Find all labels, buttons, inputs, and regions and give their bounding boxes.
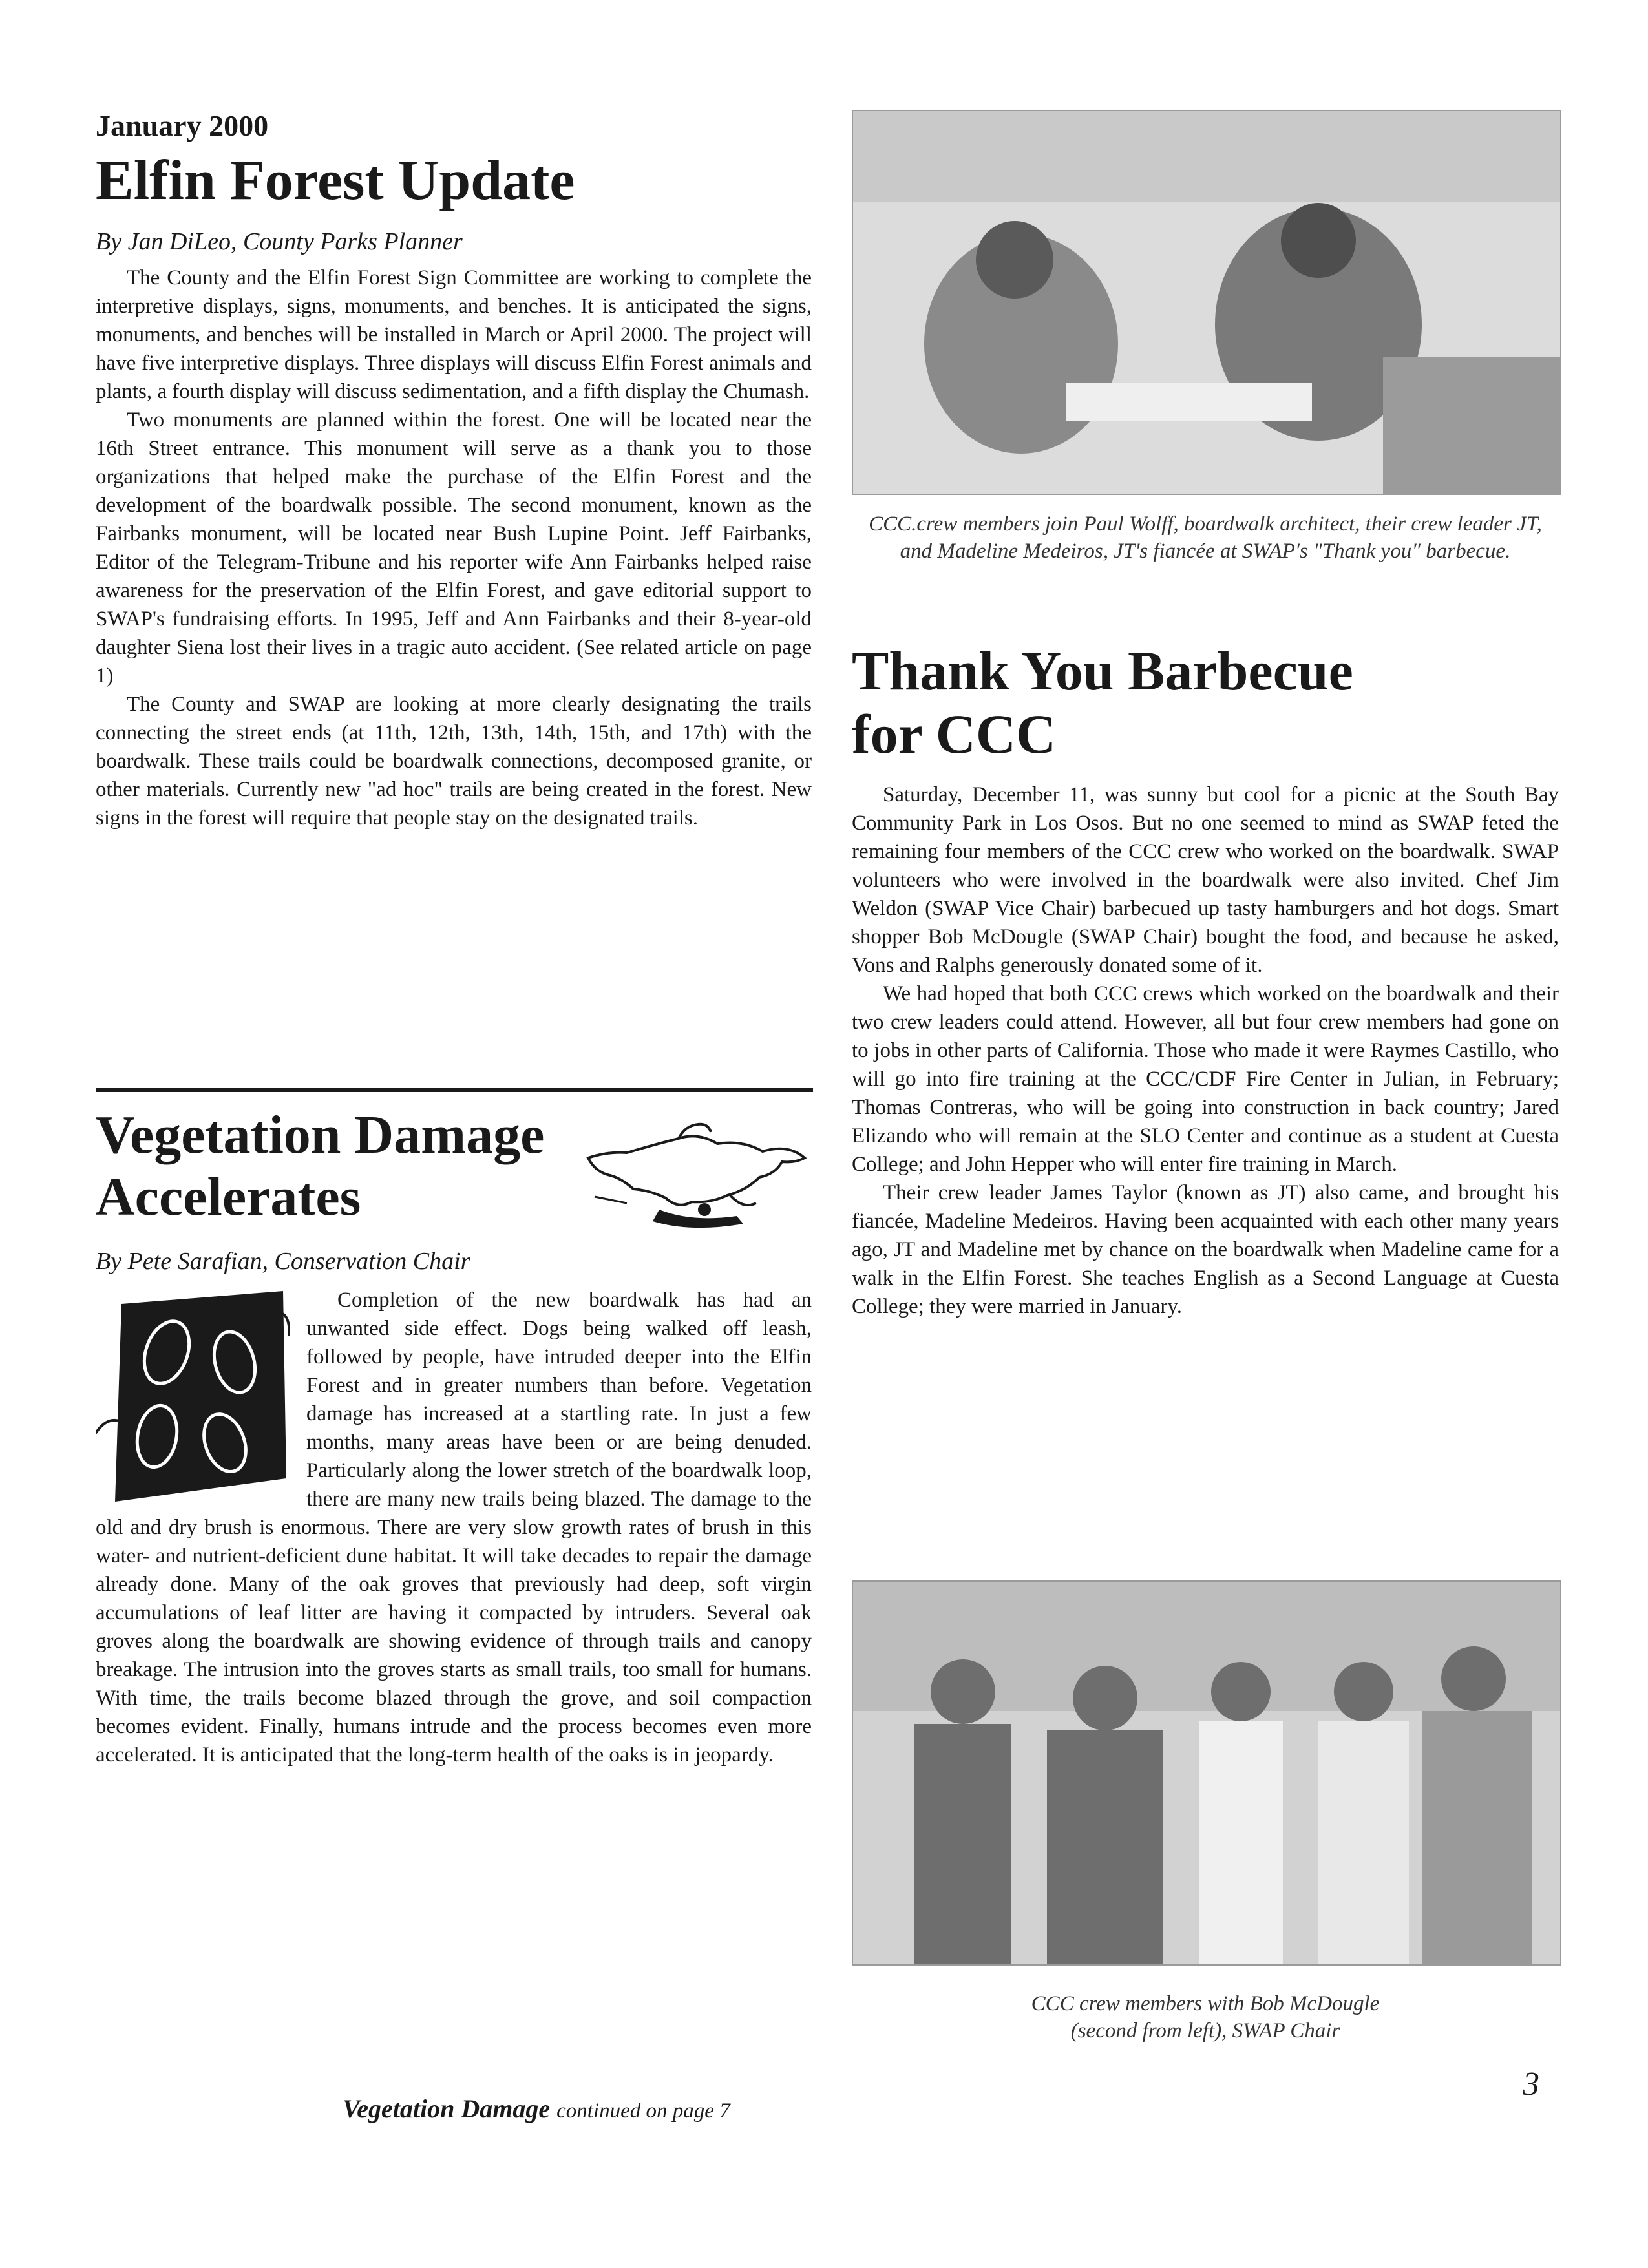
article-byline-elfin: By Jan DiLeo, County Parks Planner xyxy=(96,228,463,255)
section-divider xyxy=(96,1088,813,1092)
photo-crew-members xyxy=(852,1580,1561,1966)
paragraph: The County and the Elfin Forest Sign Committee are working to complete the interpretive displays, signs, monuments, and benches. It is anticipated the signs, monuments, and benches will be installed in March or April 2000. The project will have five interpretive displays. Three displays will discuss Elfin Forest animals and plants, a fourth display will discuss sedimentation, and a fifth display the Chumash. xyxy=(96,266,812,403)
article-body-elfin xyxy=(96,264,812,832)
photo-image xyxy=(853,1582,1560,1964)
paragraph: Saturday, December 11, was sunny but cool for a picnic at the South Bay Community Park in Los Osos. But no one seemed to mind as SWAP feted the remaining four members of the CCC crew who worked on the boardwalk. SWAP volunteers who were involved in the boardwalk were also invited. Chef Jim Weldon (SWAP Vice Chair) barbecued up tasty hamburgers and hot dogs. Smart shopper Bob McDougle (SWAP Chair) bought the food, and because he asked, Vons and Ralphs generously donated some of it. xyxy=(852,783,1559,977)
article-body-vegetation xyxy=(96,1286,812,1769)
article-title-vegetation-line2: Accelerates xyxy=(96,1167,361,1227)
page-number: 3 xyxy=(1523,2066,1539,2103)
article-title-thank-you-line2: for CCC xyxy=(852,703,1057,765)
footprints-graphic xyxy=(96,1291,290,1502)
issue-date: January 2000 xyxy=(96,109,269,142)
paragraph: We had hoped that both CCC crews which worked on the boardwalk and their two crew leaders could attend. However, all but four crew members had gone on to jobs in other parts of California. Those who made it were Raymes Castillo, who will go into fire training at the CCC/CDF Fire Center in Julian, in February; Thomas Contreras, who will be going into construction in back country; Jared Elizando who will remain at the SLO Center and continue as a student at Cuesta College; and John Hepper who will enter fire training in March. xyxy=(852,982,1559,1176)
caption-line: CCC crew members with Bob McDougle xyxy=(1031,1992,1380,2015)
paragraph: Completion of the new boardwalk has had an unwanted side effect. Dogs being walked off leash, followed by people, have intruded deeper into the Elfin Forest and in greater numbers than before. Vegetation damage has increased at a startling rate. In just a few months, many areas have been or are being denuded. Particularly along the lower stretch of the boardwalk loop, there are many new trails being blazed. The damage to the old and dry brush is enormous. There are very slow growth rates of brush in this water- and nutrient-deficient dune habitat. It will take decades to repair the damage already done. Many of the oak groves that previously had deep, soft virgin accumulations of leaf litter are having it compacted by intruders. Several oak groves along the boardwalk are showing evidence of through trails and canopy breakage. The intrusion into the groves starts as small trails, too small for humans. With time, the trails become blazed through the grove, and soil compaction becomes evident. Finally, humans intrude and the process becomes even more accelerated. It is anticipated that the long-term health of the oaks is in jeopardy. xyxy=(96,1288,812,1767)
article-title-elfin-forest-update: Elfin Forest Update xyxy=(96,149,575,212)
photo-image xyxy=(853,111,1560,494)
article-title-thank-you-line1: Thank You Barbecue xyxy=(852,640,1353,702)
paragraph: Their crew leader James Taylor (known as JT) also came, and brought his fiancée, Madeline Medeiros. Having been acquainted with each other many years ago, JT and Madeline met by chance on the boardwalk when Madeline came for a walk in the Elfin Forest. She teaches English as a Second Language at Cuesta College; they were married in January. xyxy=(852,1181,1559,1318)
continued-title: Vegetation Damage xyxy=(343,2094,551,2123)
article-body-thank-you xyxy=(852,781,1559,1321)
article-byline-vegetation: By Pete Sarafian, Conservation Chair xyxy=(96,1248,470,1275)
paragraph: Two monuments are planned within the forest. One will be located near the 16th Street entrance. This monument will serve as a thank you to those organizations that helped make the purchase of the Elfin Forest and the development of the boardwalk possible. The second monument, known as the Fairbanks monument, will be located near Bush Lupine Point. Jeff Fairbanks, Editor of the Telegram-Tribune and his reporter wife Ann Fairbanks helped raise awareness for the preservation of the Elfin Forest, and gave editorial support to SWAP's fundraising efforts. In 1995, Jeff and Ann Fairbanks and their 8-year-old daughter Siena lost their lives in a tragic auto accident. (See related article on page 1) xyxy=(96,408,812,688)
photo-crew-barbecue xyxy=(852,110,1561,495)
running-animal-icon xyxy=(582,1113,814,1261)
article-title-vegetation-line1: Vegetation Damage xyxy=(96,1105,545,1165)
paragraph: The County and SWAP are looking at more clearly designating the trails connecting the street ends (at 11th, 12th, 13th, 14th, 15th, and 17th) with the boardwalk. These trails could be boardwalk connections, decomposed granite, or other materials. Currently new "ad hoc" trails are being created in the forest. New signs in the forest will require that people stay on the designated trails. xyxy=(96,693,812,830)
photo-caption-barbecue: CCC.crew members join Paul Wolff, boardwalk architect, their crew leader JT, and Madeline Medeiros, JT's fiancée at SWAP's "Thank you" barbecue. xyxy=(869,512,1542,563)
continued-page: continued on page 7 xyxy=(556,2099,730,2123)
caption-line: (second from left), SWAP Chair xyxy=(1070,2019,1340,2042)
footprints-icon xyxy=(96,1291,290,1502)
continued-note xyxy=(343,2094,730,2124)
photo-caption-crew xyxy=(852,1990,1559,2044)
